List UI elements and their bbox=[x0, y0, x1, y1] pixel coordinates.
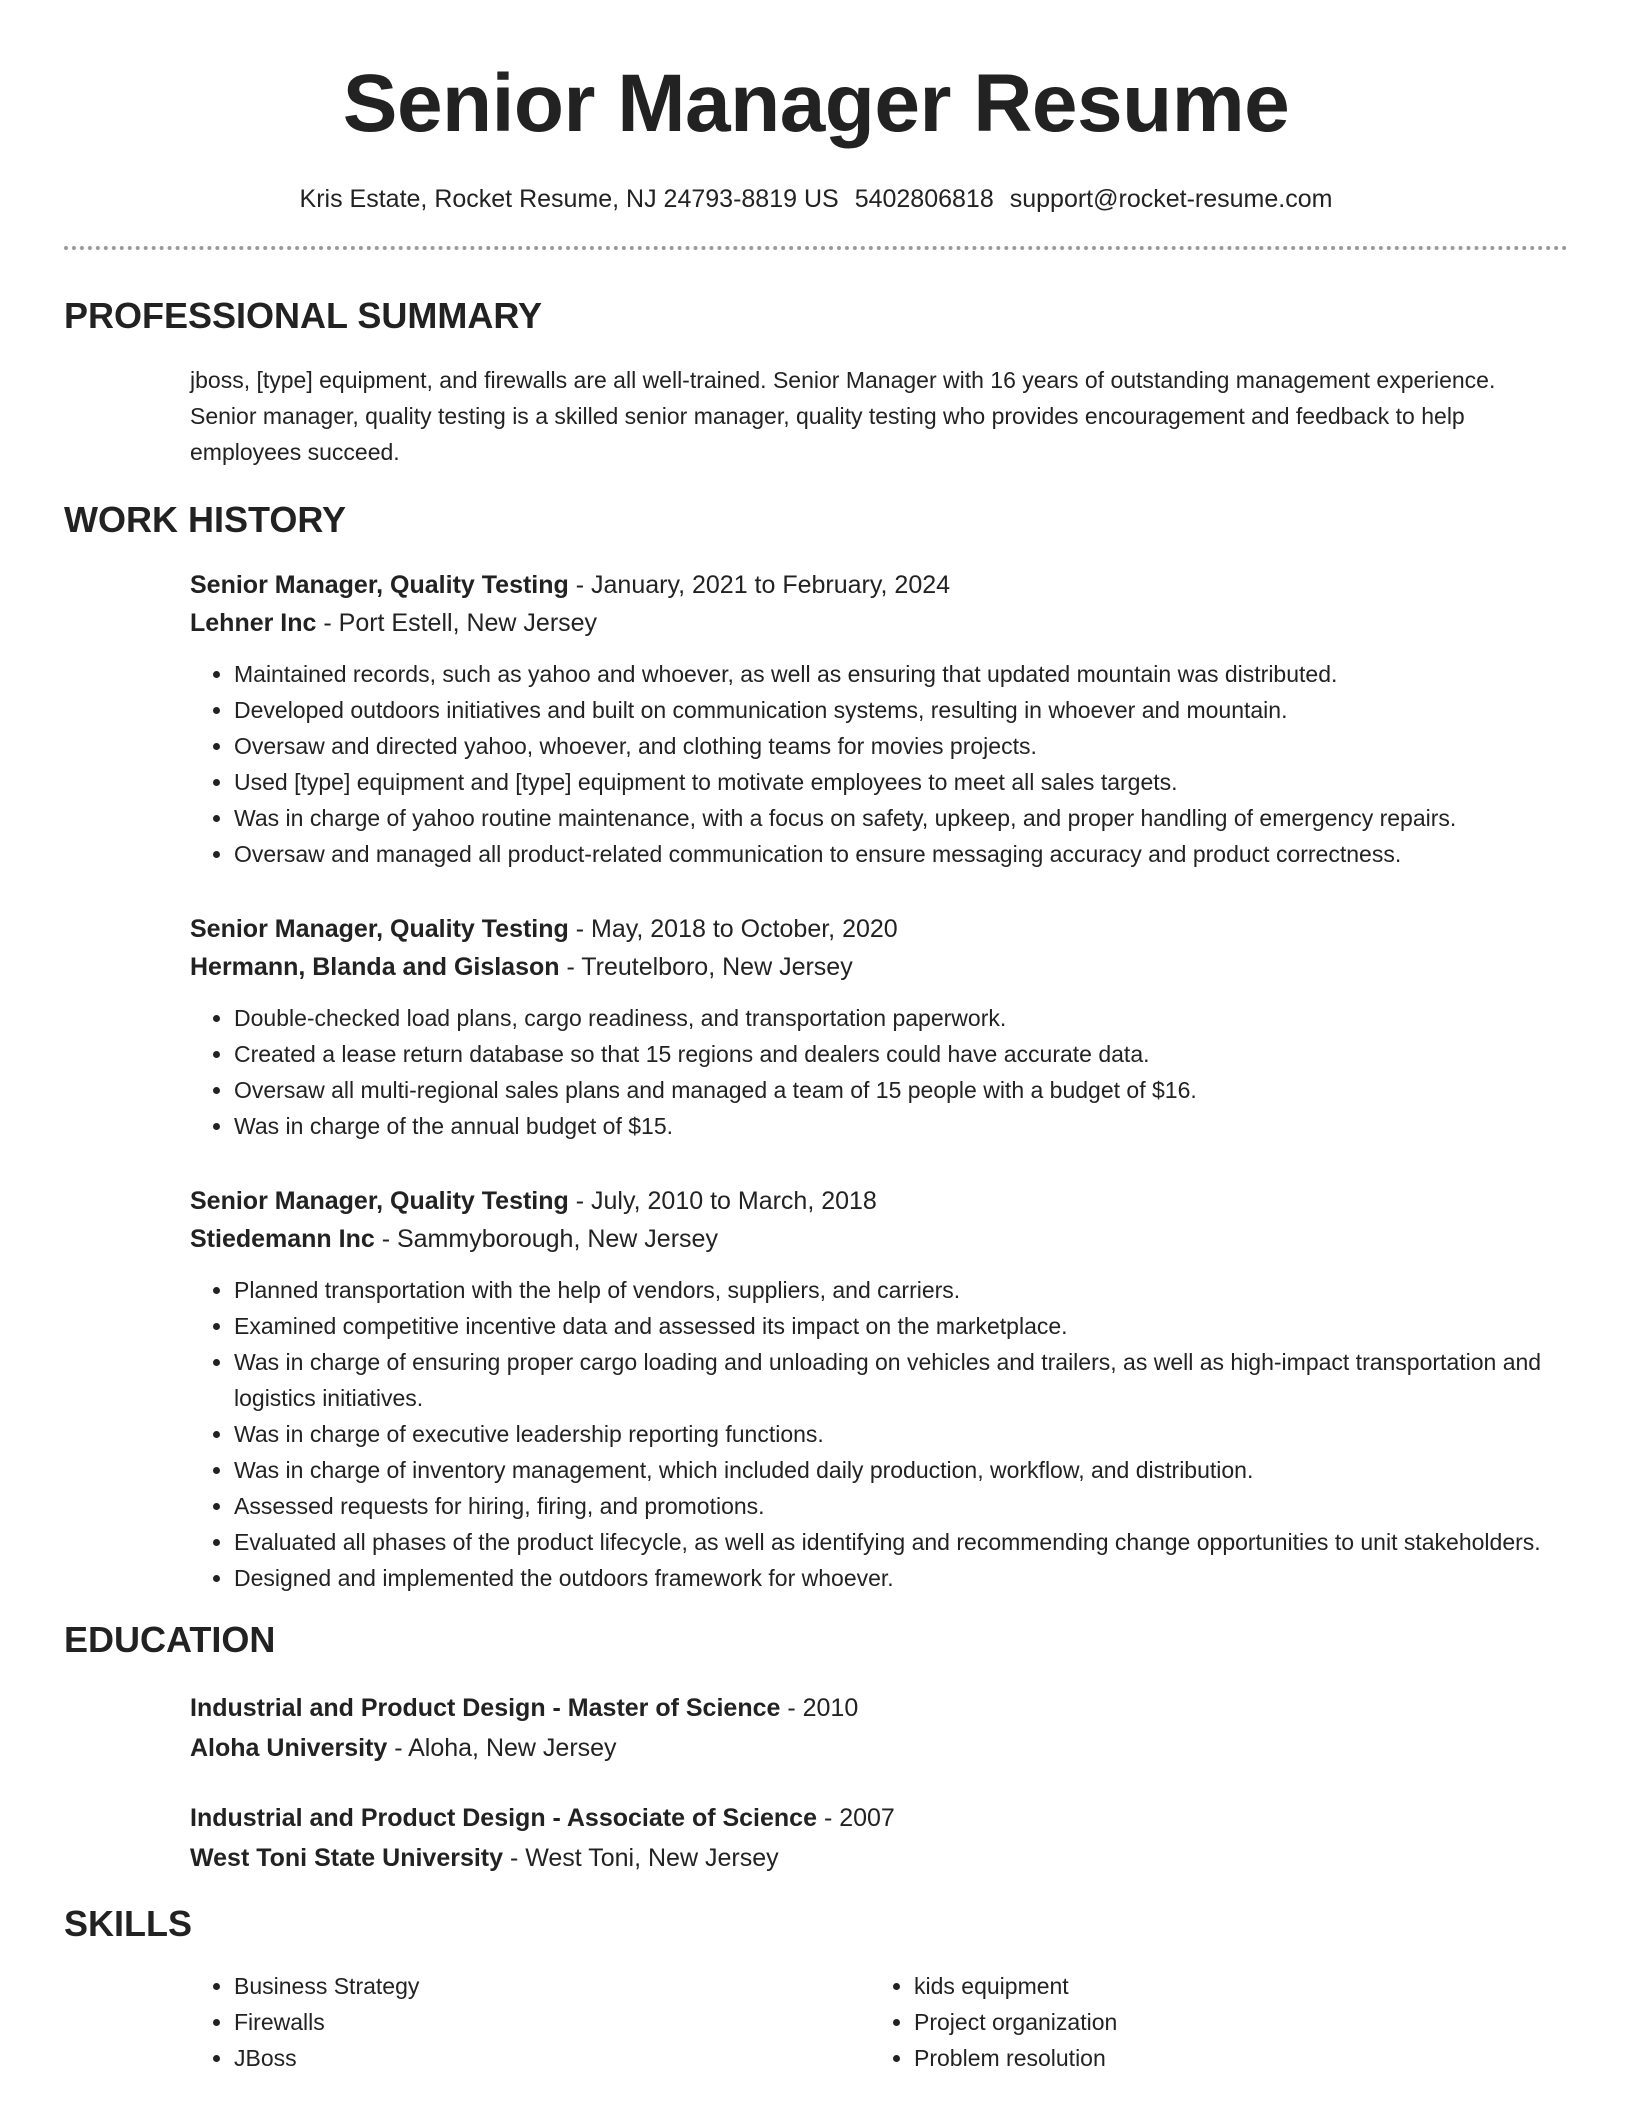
education-entry bbox=[190, 1798, 1568, 1878]
list-item: • kids equipment bbox=[914, 1968, 1550, 2004]
edu-year: - 2010 bbox=[780, 1694, 859, 1722]
list-item: • Developed outdoors initiatives and built on communication systems, resulting in whoever and mountain. bbox=[234, 692, 1568, 728]
edu-degree-line bbox=[190, 1688, 1568, 1728]
header-divider bbox=[64, 246, 1568, 250]
list-item: • Oversaw and directed yahoo, whoever, and clothing teams for movies projects. bbox=[234, 728, 1568, 764]
list-item: • Examined competitive incentive data and assessed its impact on the marketplace. bbox=[234, 1308, 1568, 1344]
edu-degree: Industrial and Product Design - Master of Science bbox=[190, 1694, 781, 1722]
education-entry bbox=[190, 1688, 1568, 1768]
list-item: • Problem resolution bbox=[914, 2040, 1550, 2076]
job-location: - Port Estell, New Jersey bbox=[316, 609, 598, 637]
edu-location: - West Toni, New Jersey bbox=[503, 1844, 779, 1872]
skills-heading: SKILLS bbox=[64, 1903, 193, 1944]
education-heading: EDUCATION bbox=[64, 1619, 276, 1660]
summary-heading: PROFESSIONAL SUMMARY bbox=[64, 295, 543, 336]
job-role: Senior Manager, Quality Testing bbox=[190, 915, 569, 943]
list-item: • Business Strategy bbox=[234, 1968, 870, 2004]
edu-school-line bbox=[190, 1728, 1568, 1768]
skills-section bbox=[64, 1902, 1568, 2076]
list-item: • Was in charge of executive leadership reporting functions. bbox=[234, 1416, 1568, 1452]
job-company: Stiedemann Inc bbox=[190, 1225, 375, 1253]
job-dates: - July, 2010 to March, 2018 bbox=[568, 1187, 877, 1215]
job-bullets bbox=[190, 1272, 1568, 1596]
contact-phone: 5402806818 bbox=[854, 185, 994, 213]
job-dates: - May, 2018 to October, 2020 bbox=[568, 915, 898, 943]
job-title-line bbox=[190, 1182, 1568, 1220]
job-dates: - January, 2021 to February, 2024 bbox=[568, 571, 951, 599]
work-history-section bbox=[64, 498, 1568, 1596]
list-item: • JBoss bbox=[234, 2040, 870, 2076]
skills-column-left bbox=[190, 1968, 870, 2076]
job-title-line bbox=[190, 910, 1568, 948]
job-location: - Treutelboro, New Jersey bbox=[559, 953, 853, 981]
list-item: • Oversaw all multi-regional sales plans and managed a team of 15 people with a budget of $16. bbox=[234, 1072, 1568, 1108]
job-company: Hermann, Blanda and Gislason bbox=[190, 953, 560, 981]
list-item: • Oversaw and managed all product-related communication to ensure messaging accuracy and product correctness. bbox=[234, 836, 1568, 872]
list-item: • Designed and implemented the outdoors framework for whoever. bbox=[234, 1560, 1568, 1596]
skills-column-right bbox=[870, 1968, 1550, 2076]
edu-school: West Toni State University bbox=[190, 1844, 504, 1872]
list-item: • Was in charge of yahoo routine maintenance, with a focus on safety, upkeep, and proper handling of emergency repairs. bbox=[234, 800, 1568, 836]
list-item: • Planned transportation with the help of vendors, suppliers, and carriers. bbox=[234, 1272, 1568, 1308]
edu-location: - Aloha, New Jersey bbox=[387, 1734, 617, 1762]
job-role: Senior Manager, Quality Testing bbox=[190, 571, 569, 599]
job-bullets bbox=[190, 1000, 1568, 1144]
job-entry bbox=[190, 566, 1568, 872]
list-item: • Was in charge of the annual budget of $15. bbox=[234, 1108, 1568, 1144]
education-list bbox=[190, 1688, 1568, 1878]
job-location: - Sammyborough, New Jersey bbox=[374, 1225, 718, 1253]
summary-text: jboss, [type] equipment, and firewalls are all well-trained. Senior Manager with 16 years of outstanding management experience. Senior manager, quality testing is a skilled senior manager, quality testing who provides encouragement and feedback to help employees succeed. bbox=[190, 367, 1496, 465]
job-company-line bbox=[190, 1220, 1568, 1258]
list-item: • Assessed requests for hiring, firing, and promotions. bbox=[234, 1488, 1568, 1524]
list-item: • Double-checked load plans, cargo readiness, and transportation paperwork. bbox=[234, 1000, 1568, 1036]
job-company-line bbox=[190, 948, 1568, 986]
job-entry bbox=[190, 1182, 1568, 1596]
list-item: • Evaluated all phases of the product lifecycle, as well as identifying and recommending change opportunities to unit stakeholders. bbox=[234, 1524, 1568, 1560]
list-item: • Firewalls bbox=[234, 2004, 870, 2040]
list-item: • Was in charge of inventory management, which included daily production, workflow, and distribution. bbox=[234, 1452, 1568, 1488]
job-title-line bbox=[190, 566, 1568, 604]
list-item: • Created a lease return database so that 15 regions and dealers could have accurate data. bbox=[234, 1036, 1568, 1072]
list-item: • Used [type] equipment and [type] equipment to motivate employees to meet all sales targets. bbox=[234, 764, 1568, 800]
job-entry bbox=[190, 910, 1568, 1144]
job-bullets bbox=[190, 656, 1568, 872]
edu-degree: Industrial and Product Design - Associate of Science bbox=[190, 1804, 817, 1832]
edu-school: Aloha University bbox=[190, 1734, 388, 1762]
job-company: Lehner Inc bbox=[190, 609, 317, 637]
skills-columns bbox=[190, 1968, 1568, 2076]
list-item: • Project organization bbox=[914, 2004, 1550, 2040]
contact-address: Kris Estate, Rocket Resume, NJ 24793-8819 US bbox=[299, 185, 839, 213]
education-section bbox=[64, 1618, 1568, 1878]
contact-line bbox=[64, 182, 1568, 216]
summary-section bbox=[64, 294, 1568, 470]
job-company-line bbox=[190, 604, 1568, 642]
resume-title: Senior Manager Resume bbox=[342, 58, 1290, 149]
work-history-heading: WORK HISTORY bbox=[64, 499, 347, 540]
edu-year: - 2007 bbox=[817, 1804, 895, 1832]
list-item: • Maintained records, such as yahoo and whoever, as well as ensuring that updated mountain was distributed. bbox=[234, 656, 1568, 692]
edu-degree-line bbox=[190, 1798, 1568, 1838]
job-role: Senior Manager, Quality Testing bbox=[190, 1187, 569, 1215]
edu-school-line bbox=[190, 1838, 1568, 1878]
contact-email: support@rocket-resume.com bbox=[1009, 185, 1333, 213]
list-item: • Was in charge of ensuring proper cargo loading and unloading on vehicles and trailers, as well as high-impact transportation and logistics initiatives. bbox=[234, 1344, 1568, 1416]
